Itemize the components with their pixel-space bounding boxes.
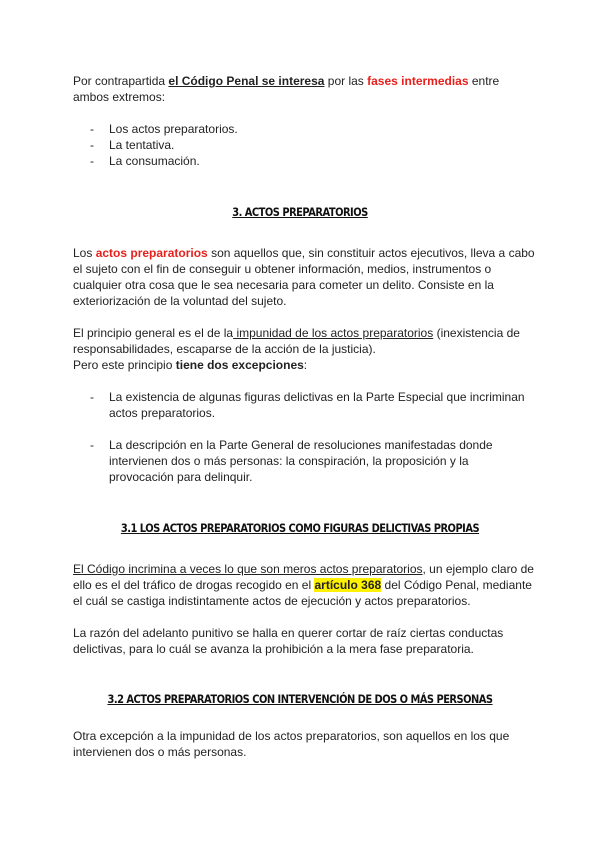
list-item <box>73 137 535 153</box>
section-3-paragraph-1 <box>73 245 535 309</box>
intro-fases-intermedias: fases intermedias <box>367 74 469 88</box>
text: Pero este principio <box>73 358 176 372</box>
text: (inexistencia de responsabilidades, escaparse de la acción de la justicia). <box>73 326 520 356</box>
impunidad-underlined: impunidad de los actos preparatorios <box>233 326 434 340</box>
section-3-1-paragraph-2: La razón del adelanto punitivo se halla en querer cortar de raíz ciertas conductas delictivas, para lo cuál se avanza la prohibición a la mera fase preparatoria. <box>73 626 504 656</box>
list-item <box>73 437 535 485</box>
phase-text: La tentativa. <box>109 138 175 152</box>
exception-text: La descripción en la Parte General de resoluciones manifestadas donde intervienen dos o más personas: la conspiración, la proposición y la provocación para delinquir. <box>109 438 493 484</box>
exceptions-list-cont <box>73 437 535 485</box>
dos-excepciones-emphasis: tiene dos excepciones <box>175 358 304 372</box>
phase-text: La consumación. <box>109 154 200 168</box>
intro-paragraph <box>73 73 535 105</box>
list-item <box>73 121 535 137</box>
phases-list <box>73 121 535 169</box>
codigo-incrimina-underlined: El Código incrimina a veces lo que son meros actos preparatorios <box>73 562 423 576</box>
section-3-1-heading: 3.1 LOS ACTOS PREPARATORIOS COMO FIGURAS DELICTIVAS PROPIAS <box>120 521 480 535</box>
text: , un ejemplo claro de ello es el del tráfico de drogas recogido en el <box>73 562 534 592</box>
list-item <box>73 389 535 421</box>
text: son aquellos que, sin constituir actos ejecutivos, lleva a cabo el sujeto con el fin de conseguir u obtener información, medios, instrumentos o cualquier otra cosa que le sea necesaria para cometer un delito. Consiste en la exteriorización de la voluntad del sujeto. <box>73 246 535 308</box>
section-3-2-heading: 3.2 ACTOS PREPARATORIOS CON INTERVENCIÓN DE DOS O MÁS PERSONAS <box>107 692 493 706</box>
articulo-368-highlight: artículo 368 <box>314 578 382 592</box>
list-dash: - <box>90 122 94 136</box>
intro-text-start: Por contrapartida <box>73 74 169 88</box>
list-dash: - <box>90 138 94 152</box>
actos-preparatorios-emphasis: actos preparatorios <box>95 246 208 260</box>
section-3-paragraph-2 <box>73 325 535 357</box>
list-dash: - <box>90 154 94 168</box>
intro-codigo-penal-emphasis: el Código Penal se interesa <box>168 74 325 88</box>
text: del Código Penal, mediante el cuál se castiga indistintamente actos de ejecución y actos preparatorios. <box>73 578 532 608</box>
section-3-1-paragraph-1 <box>73 561 535 609</box>
section-3-heading: 3. ACTOS PREPARATORIOS <box>232 205 368 219</box>
section-3-paragraph-3 <box>73 357 535 373</box>
list-dash: - <box>90 390 94 404</box>
exceptions-list <box>73 389 535 421</box>
section-3-2-paragraph-1: Otra excepción a la impunidad de los actos preparatorios, son aquellos en los que intervienen dos o más personas. <box>73 729 510 759</box>
list-item <box>73 153 535 169</box>
intro-text-end: entre ambos extremos: <box>73 74 500 104</box>
phase-text: Los actos preparatorios. <box>109 122 238 136</box>
exception-text: La existencia de algunas figuras delictivas en la Parte Especial que incriminan actos preparatorios. <box>109 390 525 420</box>
text: El principio general es el de la <box>73 326 234 340</box>
text: : <box>303 358 308 372</box>
intro-text-mid: por las <box>324 74 368 88</box>
list-dash: - <box>90 438 94 452</box>
text: Los <box>73 246 96 260</box>
